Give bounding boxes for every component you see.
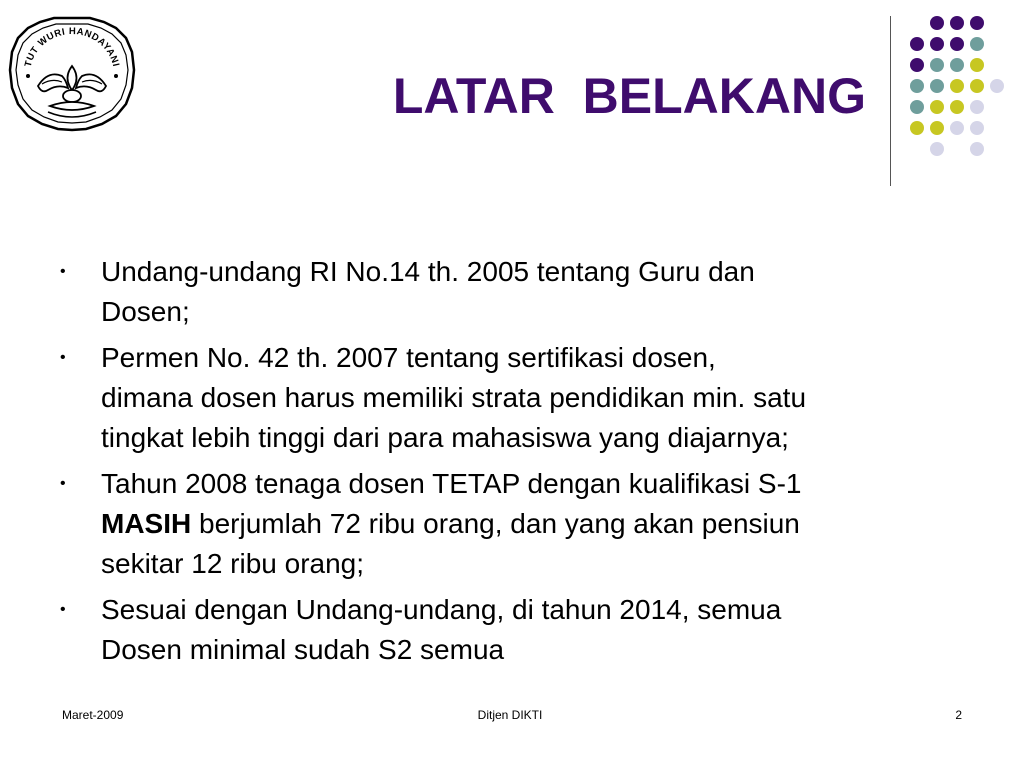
bullet-text-line: tingkat lebih tinggi dari para mahasiswa yang diajarnya; bbox=[101, 422, 789, 453]
decorative-dot bbox=[930, 16, 944, 30]
bullet-icon: • bbox=[60, 475, 66, 492]
decorative-dot bbox=[950, 37, 964, 51]
slide-number: 2 bbox=[955, 708, 962, 722]
decorative-dot bbox=[910, 121, 924, 135]
decorative-dot bbox=[990, 79, 1004, 93]
bullet-item bbox=[60, 252, 980, 332]
bullet-icon: • bbox=[60, 263, 66, 280]
decorative-dot bbox=[970, 37, 984, 51]
bullet-item bbox=[60, 338, 980, 458]
decorative-dot bbox=[950, 100, 964, 114]
decorative-dot bbox=[970, 142, 984, 156]
decorative-dot bbox=[970, 100, 984, 114]
decorative-dot bbox=[950, 79, 964, 93]
title-divider bbox=[890, 16, 891, 186]
decorative-dot bbox=[930, 37, 944, 51]
footer-organization: Ditjen DIKTI bbox=[477, 708, 543, 722]
decorative-dot bbox=[970, 16, 984, 30]
decorative-dot bbox=[970, 121, 984, 135]
bullet-text-line: sekitar 12 ribu orang; bbox=[101, 548, 365, 579]
decorative-dot bbox=[950, 121, 964, 135]
bullet-text-line: Dosen; bbox=[101, 296, 190, 327]
decorative-dot bbox=[930, 100, 944, 114]
bullet-text-line: Dosen minimal sudah S2 semua bbox=[101, 634, 505, 665]
decorative-dot bbox=[930, 79, 944, 93]
decorative-dot bbox=[930, 142, 944, 156]
bullet-bold-text: MASIH bbox=[101, 508, 192, 539]
decorative-dot bbox=[930, 58, 944, 72]
bullet-text-line: Tahun 2008 tenaga dosen TETAP dengan kualifikasi S-1 bbox=[101, 468, 802, 499]
decorative-dot bbox=[930, 121, 944, 135]
decorative-dot bbox=[910, 37, 924, 51]
bullet-item bbox=[60, 590, 980, 670]
bullet-icon: • bbox=[60, 349, 66, 366]
bullet-list bbox=[60, 252, 980, 676]
bullet-text-line: dimana dosen harus memiliki strata pendidikan min. satu bbox=[101, 382, 807, 413]
bullet-text-line: Undang-undang RI No.14 th. 2005 tentang Guru dan bbox=[101, 256, 755, 287]
decorative-dot bbox=[950, 16, 964, 30]
logo-text: TUT WURI HANDAYANI bbox=[22, 25, 122, 69]
decorative-dot bbox=[970, 79, 984, 93]
decorative-dot bbox=[910, 100, 924, 114]
bullet-text-line: Sesuai dengan Undang-undang, di tahun 2014, semua bbox=[101, 594, 782, 625]
bullet-text-line: Permen No. 42 th. 2007 tentang sertifikasi dosen, bbox=[101, 342, 716, 373]
decorative-dot bbox=[910, 58, 924, 72]
decorative-dot bbox=[950, 58, 964, 72]
bullet-text-line: berjumlah 72 ribu orang, dan yang akan pensiun bbox=[191, 508, 800, 539]
bullet-icon: • bbox=[60, 601, 66, 618]
bullet-item bbox=[60, 464, 980, 584]
slide-title: LATAR BELAKANG bbox=[392, 68, 866, 124]
decorative-dot-grid bbox=[900, 10, 1020, 170]
tut-wuri-handayani-logo bbox=[8, 14, 136, 132]
decorative-dot bbox=[970, 58, 984, 72]
footer-date: Maret-2009 bbox=[62, 708, 124, 722]
decorative-dot bbox=[910, 79, 924, 93]
